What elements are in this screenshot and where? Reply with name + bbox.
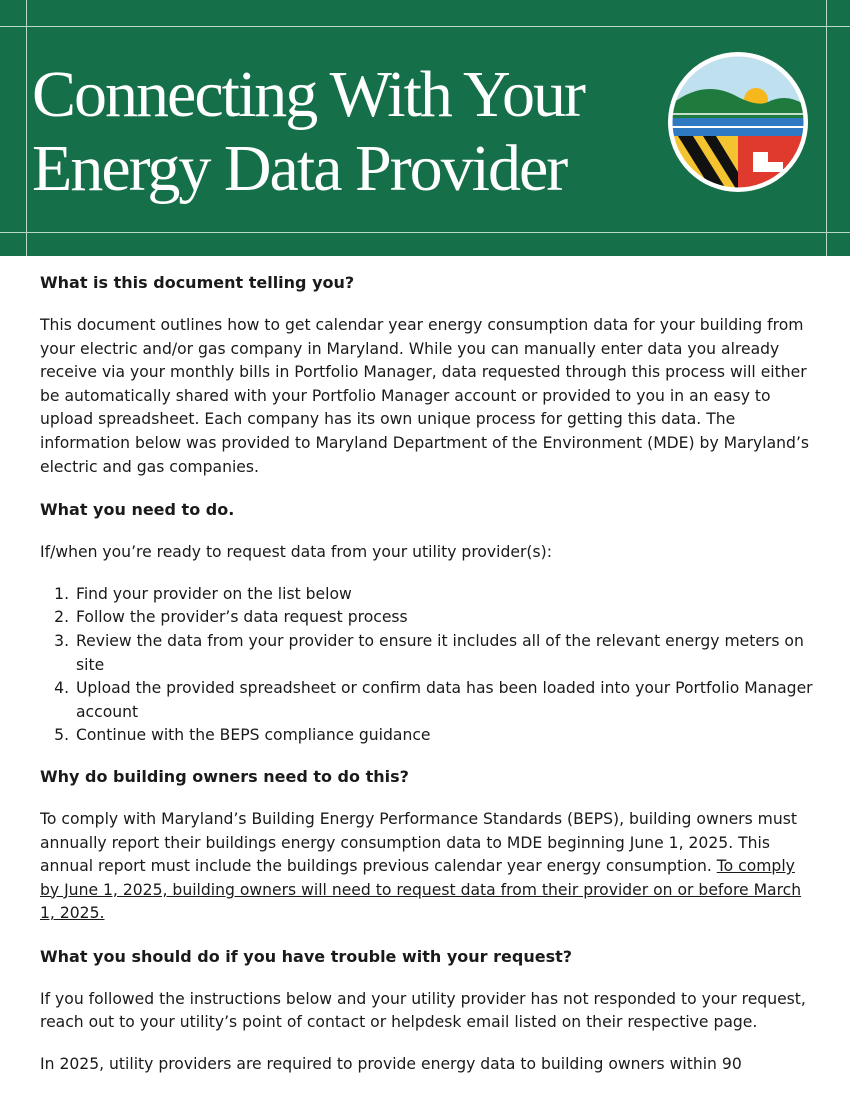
paragraph-text: To comply with Maryland’s Building Energy Performance Standards (BEPS), building owners must annually report their buildings energy consumption data to MDE beginning June 1, 2025. This annual report must include the buildings previous calendar year energy consumption.: [40, 809, 797, 876]
title-line-1: Connecting With Your: [32, 58, 585, 131]
list-item: 2. Follow the provider’s data request process: [74, 606, 815, 630]
section-heading: What is this document telling you?: [40, 273, 355, 292]
frame-line: [826, 0, 827, 256]
frame-line: [0, 26, 850, 27]
list-item: 3. Review the data from your provider to ensure it includes all of the relevant energy meters on site: [74, 630, 815, 677]
section-paragraph: If/when you’re ready to request data from your utility provider(s):: [40, 543, 552, 562]
list-item: 1. Find your provider on the list below: [74, 583, 815, 607]
title-line-2: Energy Data Provider: [32, 132, 567, 205]
section-paragraph: In 2025, utility providers are required to provide energy data to building owners within 90: [40, 1055, 742, 1074]
list-item: 4. Upload the provided spreadsheet or confirm data has been loaded into your Portfolio Manager account: [74, 677, 815, 724]
frame-line: [0, 232, 850, 233]
header-banner: [0, 0, 850, 256]
page-title: [32, 58, 584, 206]
document-body: [40, 270, 815, 1095]
section-paragraph: If you followed the instructions below and your utility provider has not responded to your request, reach out to your utility’s point of contact or helpdesk email listed on their respective page.: [40, 989, 806, 1032]
deadline-note: To comply by June 1, 2025, building owners will need to request data from their provider on or before March 1, 2025.: [40, 857, 802, 923]
list-item: 5. Continue with the BEPS compliance guidance: [74, 724, 815, 748]
section-heading: What you should do if you have trouble with your request?: [40, 946, 573, 966]
section-paragraph: This document outlines how to get calendar year energy consumption data for your building from your electric and/or gas company in Maryland. While you can manually enter data you already receive via your monthly bills in Portfolio Manager, data requested through this process will either be automatically shared with your Portfolio Manager account or provided to you in an easy to upload spreadsheet. Each company has its own unique process for getting this data. The information below was provided to Maryland Department of the Environment (MDE) by Maryland’s electric and gas companies.: [40, 316, 810, 476]
section-heading: Why do building owners need to do this?: [40, 766, 409, 786]
section-heading: What you need to do.: [40, 500, 235, 520]
mde-seal-logo: [668, 52, 808, 192]
steps-list: [40, 583, 815, 748]
frame-line: [26, 0, 27, 256]
section-paragraph: [40, 808, 815, 926]
